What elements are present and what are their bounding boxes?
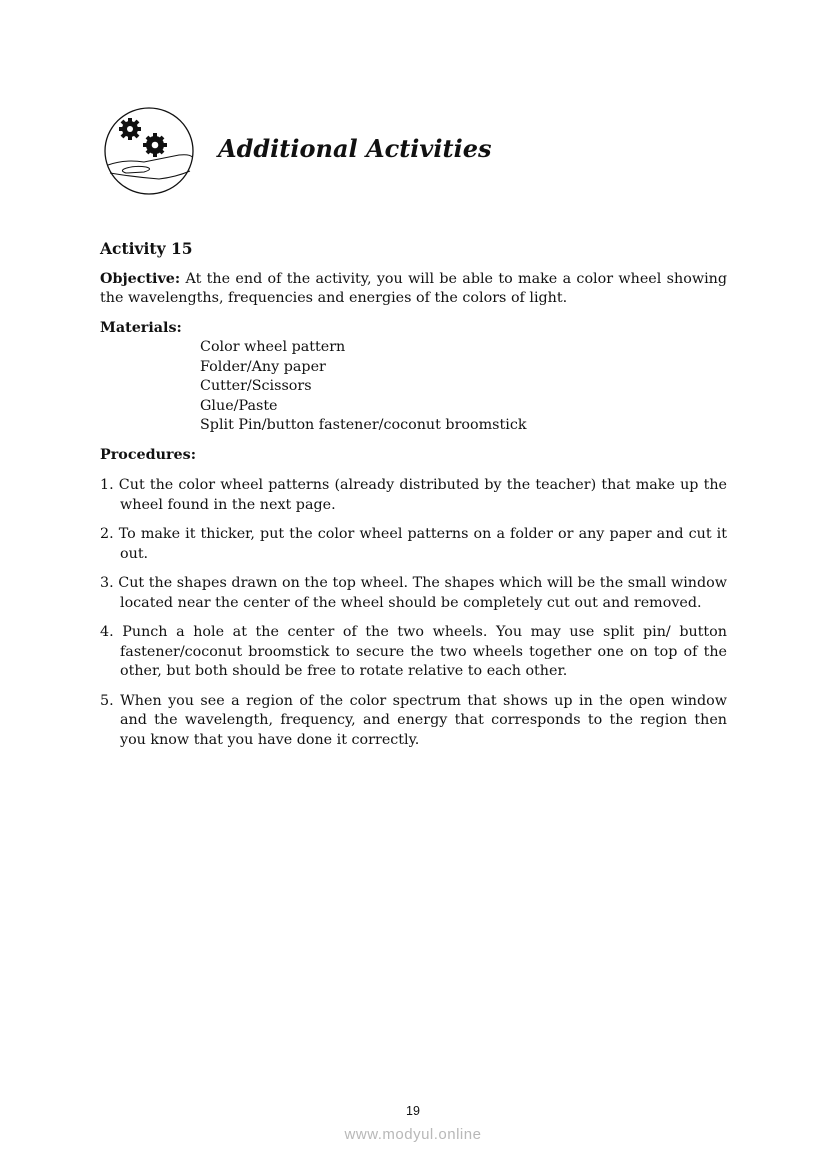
material-item: Split Pin/button fastener/coconut broomstick (200, 417, 527, 433)
material-item: Glue/Paste (200, 397, 278, 414)
procedure-item: 1. Cut the color wheel patterns (already distributed by the teacher) that make up the wheel found in the next page. (100, 477, 727, 513)
activity-content (100, 239, 727, 760)
watermark: www.modyul.online (344, 1126, 482, 1143)
section-title: Additional Activities (218, 134, 492, 163)
procedures-list (100, 476, 727, 750)
procedure-item: 2. To make it thicker, put the color wheel patterns on a folder or any paper and cut it out. (100, 526, 727, 562)
procedure-item: 4. Punch a hole at the center of the two wheels. You may use split pin/ button fastener/coconut broomstick to secure the two wheels together one on top of the other, but both should be free to rotate relative to each other. (100, 624, 727, 679)
material-item: Cutter/Scissors (200, 378, 312, 394)
procedure-item: 3. Cut the shapes drawn on the top wheel. The shapes which will be the small window located near the center of the wheel should be completely cut out and removed. (100, 575, 727, 611)
activity-heading: Activity 15 (100, 239, 193, 258)
objective-text: At the end of the activity, you will be able to make a color wheel showing the wavelengths, frequencies and energies of the colors of light. (100, 270, 727, 306)
objective (100, 270, 727, 309)
objective-label: Objective: (100, 270, 181, 287)
gears-on-hand-icon (104, 107, 194, 195)
material-item: Folder/Any paper (200, 358, 326, 375)
page-number: 19 (406, 1104, 420, 1118)
procedures-label: Procedures: (100, 446, 196, 463)
materials-label: Materials: (100, 319, 182, 336)
material-item: Color wheel pattern (200, 339, 346, 355)
procedure-item: 5. When you see a region of the color spectrum that shows up in the open window and the wavelength, frequency, and energy that corresponds to the region then you know that you have done it correctly. (100, 692, 727, 748)
materials-list (200, 338, 727, 436)
